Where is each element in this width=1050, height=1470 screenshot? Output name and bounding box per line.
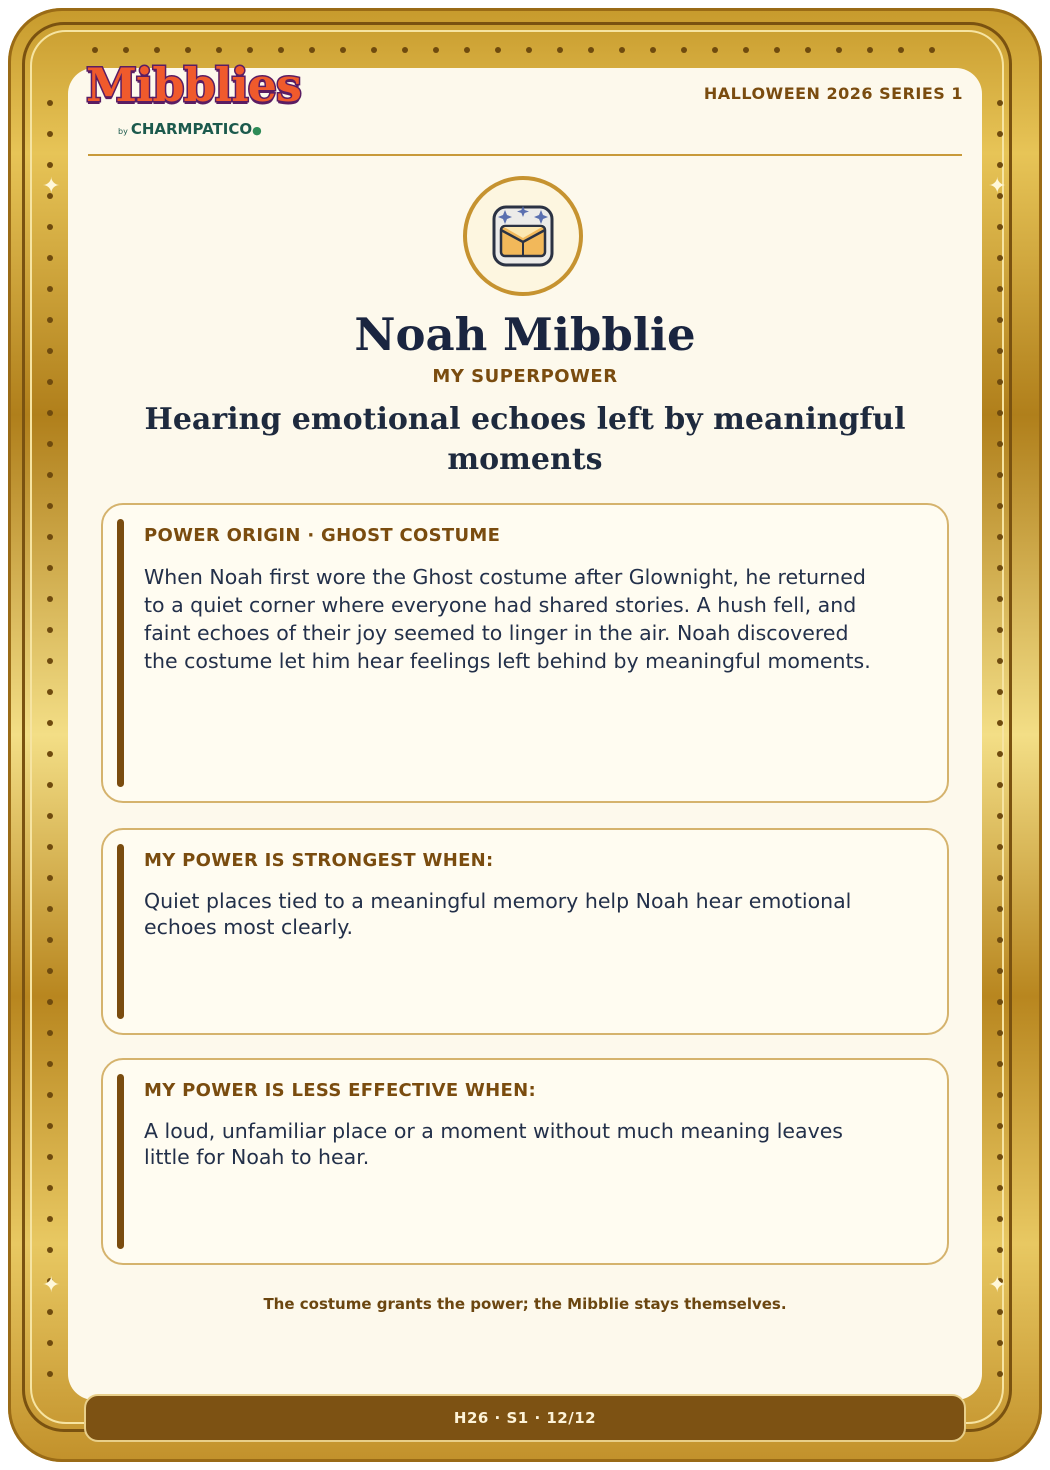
frame-stud	[433, 47, 439, 53]
frame-stud	[47, 162, 53, 168]
card-footer	[84, 1394, 966, 1442]
frame-stud	[997, 1154, 1003, 1160]
frame-stud	[997, 472, 1003, 478]
frame-stud	[309, 47, 315, 53]
frame-stud	[47, 782, 53, 788]
frame-stud	[371, 47, 377, 53]
frame-stud	[47, 1154, 53, 1160]
logo-by-label: by	[118, 127, 128, 136]
frame-stud	[402, 47, 408, 53]
sparkle-icon: ✦	[988, 174, 1007, 199]
less-effective-title: MY POWER IS LESS EFFECTIVE WHEN:	[144, 1080, 537, 1101]
frame-stud	[47, 1061, 53, 1067]
superpower-description: Hearing emotional echoes left by meaningful moments	[144, 402, 906, 477]
frame-stud	[997, 1340, 1003, 1346]
frame-stud	[997, 131, 1003, 137]
header-divider	[88, 154, 962, 156]
character-name: Noah Mibblie	[354, 308, 696, 361]
frame-stud	[47, 534, 53, 540]
frame-stud	[997, 410, 1003, 416]
frame-stud	[247, 47, 253, 53]
frame-stud	[47, 968, 53, 974]
frame-stud	[997, 844, 1003, 850]
frame-stud	[47, 844, 53, 850]
frame-stud	[997, 968, 1003, 974]
frame-stud	[997, 720, 1003, 726]
frame-stud	[681, 47, 687, 53]
power-origin-text: When Noah first wore the Ghost costume after Glownight, he returned to a quiet corner where everyone had shared stories. A hush fell, and faint echoes of their joy seemed to linger in the air. Noah discovered the costume let him hear feelings left behind by meaningful moments.	[144, 565, 871, 673]
frame-stud	[47, 937, 53, 943]
frame-stud	[47, 1030, 53, 1036]
maker-name: CHARMPATICO	[130, 120, 253, 138]
frame-stud	[997, 751, 1003, 757]
frame-stud	[997, 875, 1003, 881]
frame-stud	[836, 47, 842, 53]
frame-stud	[47, 100, 53, 106]
less-effective-section	[101, 1058, 949, 1265]
frame-stud	[185, 47, 191, 53]
frame-stud	[495, 47, 501, 53]
frame-stud	[997, 100, 1003, 106]
frame-stud	[997, 565, 1003, 571]
frame-stud	[47, 224, 53, 230]
frame-stud	[47, 441, 53, 447]
frame-stud	[929, 47, 935, 53]
frame-stud	[997, 906, 1003, 912]
strongest-when-section	[101, 828, 949, 1035]
frame-stud	[997, 1030, 1003, 1036]
maker-mark-icon: ●	[252, 124, 262, 137]
frame-stud	[47, 503, 53, 509]
section-accent-bar	[117, 1074, 124, 1249]
frame-stud	[47, 1092, 53, 1098]
frame-stud	[47, 131, 53, 137]
frame-stud	[997, 255, 1003, 261]
frame-stud	[743, 47, 749, 53]
frame-stud	[997, 503, 1003, 509]
brand-logo	[86, 58, 301, 138]
power-origin-section	[101, 503, 949, 803]
frame-stud	[805, 47, 811, 53]
emblem-badge	[463, 176, 583, 296]
frame-stud	[47, 286, 53, 292]
sparkle-icon: ✦	[42, 174, 61, 199]
logo-maker	[118, 120, 262, 138]
frame-stud	[47, 410, 53, 416]
superpower-label: MY SUPERPOWER	[432, 366, 618, 387]
frame-stud	[557, 47, 563, 53]
frame-stud	[997, 224, 1003, 230]
frame-stud	[997, 689, 1003, 695]
frame-stud	[47, 689, 53, 695]
frame-stud	[154, 47, 160, 53]
frame-stud	[47, 658, 53, 664]
series-label: HALLOWEEN 2026 SERIES 1	[703, 84, 963, 103]
card-tagline: The costume grants the power; the Mibblie stays themselves.	[263, 1295, 787, 1313]
frame-stud	[588, 47, 594, 53]
frame-stud	[997, 1371, 1003, 1377]
sparkle-icon: ✦	[42, 1273, 61, 1298]
frame-stud	[123, 47, 129, 53]
frame-stud	[997, 1123, 1003, 1129]
frame-stud	[47, 1247, 53, 1253]
frame-stud	[898, 47, 904, 53]
frame-stud	[47, 875, 53, 881]
frame-stud	[278, 47, 284, 53]
sparkle-icon: ✦	[988, 1273, 1007, 1298]
frame-stud	[997, 1216, 1003, 1222]
frame-stud	[997, 596, 1003, 602]
frame-stud	[47, 255, 53, 261]
frame-stud	[340, 47, 346, 53]
strongest-when-title: MY POWER IS STRONGEST WHEN:	[144, 850, 494, 871]
frame-stud	[997, 999, 1003, 1005]
frame-stud	[997, 937, 1003, 943]
frame-stud	[216, 47, 222, 53]
frame-stud	[997, 627, 1003, 633]
frame-stud	[997, 162, 1003, 168]
frame-stud	[47, 720, 53, 726]
frame-stud	[47, 627, 53, 633]
frame-stud	[997, 286, 1003, 292]
card-code: H26 · S1 · 12/12	[453, 1409, 597, 1427]
frame-stud	[650, 47, 656, 53]
logo-wordmark: Mibblies	[86, 58, 301, 112]
frame-stud	[997, 813, 1003, 819]
frame-stud	[997, 1247, 1003, 1253]
frame-stud	[997, 1185, 1003, 1191]
frame-stud	[92, 47, 98, 53]
frame-stud	[47, 1185, 53, 1191]
frame-stud	[47, 999, 53, 1005]
frame-stud	[47, 1123, 53, 1129]
strongest-when-text: Quiet places tied to a meaningful memory help Noah hear emotional echoes most clearly.	[144, 889, 852, 939]
frame-stud	[47, 813, 53, 819]
frame-stud	[47, 472, 53, 478]
frame-stud	[47, 751, 53, 757]
frame-stud	[47, 565, 53, 571]
power-origin-title: POWER ORIGIN · GHOST COSTUME	[144, 525, 501, 546]
less-effective-text: A loud, unfamiliar place or a moment without much meaning leaves little for Noah to hear.	[144, 1119, 843, 1169]
frame-stud	[47, 596, 53, 602]
frame-stud	[619, 47, 625, 53]
frame-stud	[464, 47, 470, 53]
frame-stud	[712, 47, 718, 53]
frame-stud	[997, 782, 1003, 788]
section-accent-bar	[117, 519, 124, 787]
frame-stud	[47, 906, 53, 912]
frame-stud	[774, 47, 780, 53]
frame-stud	[47, 1216, 53, 1222]
frame-stud	[47, 1371, 53, 1377]
frame-stud	[997, 1061, 1003, 1067]
frame-stud	[997, 658, 1003, 664]
frame-stud	[47, 1340, 53, 1346]
frame-stud	[997, 534, 1003, 540]
envelope-sparkle-icon	[491, 204, 555, 272]
frame-stud	[997, 1092, 1003, 1098]
frame-stud	[997, 441, 1003, 447]
frame-stud	[526, 47, 532, 53]
section-accent-bar	[117, 844, 124, 1019]
frame-stud	[867, 47, 873, 53]
